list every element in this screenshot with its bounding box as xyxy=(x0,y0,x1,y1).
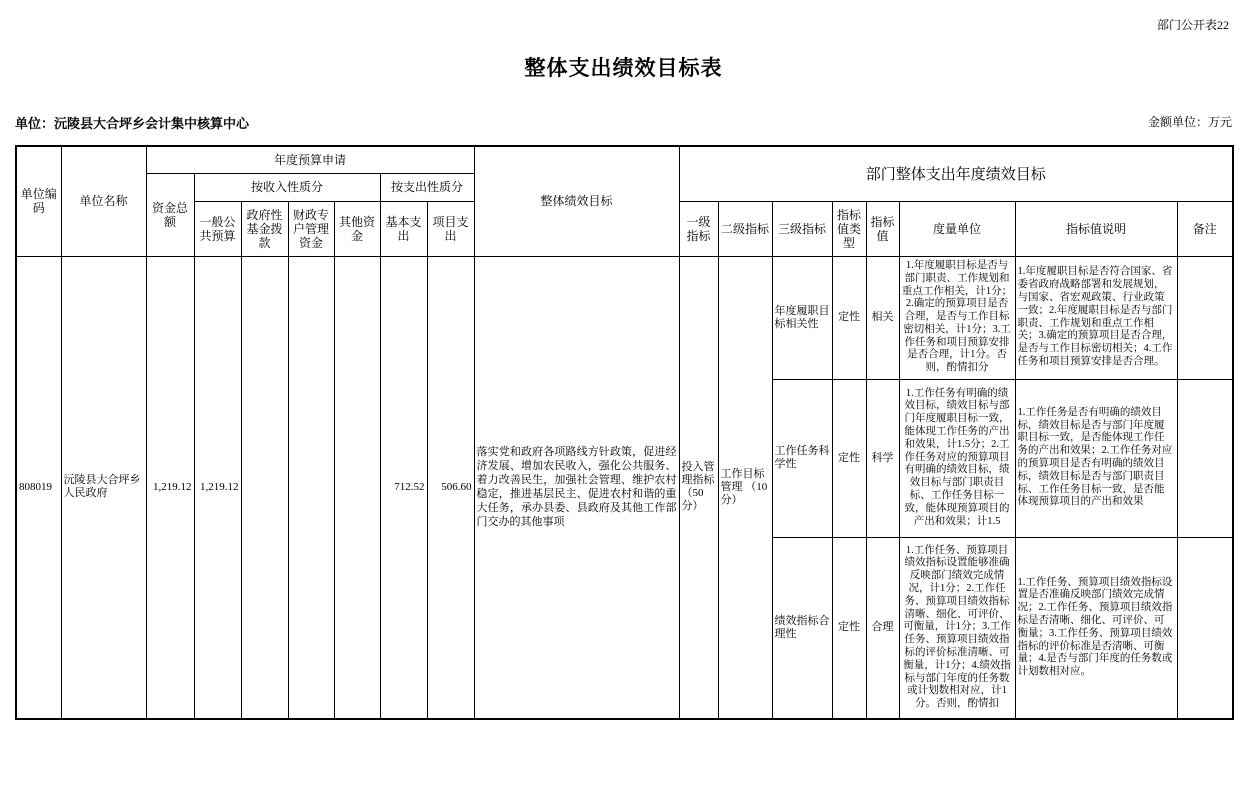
table-row xyxy=(16,256,1233,379)
cell-gov-fund xyxy=(241,256,288,719)
meta-row xyxy=(15,113,1232,132)
cell-basic-expense: 712.52 xyxy=(380,256,427,719)
cell-indicator-value: 相关 xyxy=(866,256,899,379)
col-header-dept-annual-target: 部门整体支出年度绩效目标 xyxy=(679,146,1233,201)
cell-unit-code: 808019 xyxy=(16,256,61,719)
cell-measure-unit: 1.工作任务有明确的绩效目标，绩效目标与部门年度履职目标一致，能体现工作任务的产出和效果，计1.5分；2.工作任务对应的预算项目有明确的绩效目标，绩效目标与部门职责目标、工作任务目标一致，能体现预算项目的产出和效果；计1.5 xyxy=(899,379,1015,537)
amount-unit-label: 金额单位：万元 xyxy=(1147,115,1232,129)
cell-value-explain: 1.年度履职目标是否符合国家、省委省政府战略部署和发展规划，与国家、省宏观政策、行业政策一致；2.年度履职目标是否与部门职责、工作规划和重点工作相关；3.确定的预算项目是否合理，是否与工作目标密切相关；4.工作任务和项目预算安排是否合理。 xyxy=(1015,256,1177,379)
cell-unit-name: 沅陵县大合坪乡人民政府 xyxy=(61,256,146,719)
col-header-other-funds: 其他资金 xyxy=(334,201,380,256)
unit-label: 单位：沅陵县大合坪乡会计集中核算中心 xyxy=(15,116,250,131)
cell-level2-indicator: 工作目标管理 （10分） xyxy=(718,256,772,719)
cell-fiscal-special xyxy=(288,256,334,719)
cell-level3-indicator: 年度履职目标相关性 xyxy=(772,256,832,379)
col-header-measure-unit: 度量单位 xyxy=(899,201,1015,256)
cell-project-expense: 506.60 xyxy=(427,256,474,719)
header-row-1 xyxy=(16,146,1233,173)
cell-remark xyxy=(1177,379,1233,537)
page-title: 整体支出绩效目标表 xyxy=(524,56,723,80)
cell-level3-indicator: 绩效指标合理性 xyxy=(772,537,832,719)
cell-value-explain: 1.工作任务是否有明确的绩效目标，绩效目标是否与部门年度履职目标一致，是否能体现工作任务的产出和效果；2.工作任务对应的预算项目是否有明确的绩效目标，绩效目标是否与部门职责目标、工作任务目标一致，是否能体现预算项目的产出和效果 xyxy=(1015,379,1177,537)
cell-indicator-value: 合理 xyxy=(866,537,899,719)
cell-other-funds xyxy=(334,256,380,719)
col-header-level1: 一级指标 xyxy=(679,201,718,256)
col-header-unit-name: 单位名称 xyxy=(61,146,146,256)
doc-number-label: 部门公开表22 xyxy=(1156,18,1229,32)
col-header-basic-expense: 基本支出 xyxy=(380,201,427,256)
cell-value-type: 定性 xyxy=(832,537,866,719)
cell-remark xyxy=(1177,537,1233,719)
col-header-value-type: 指标值类型 xyxy=(832,201,866,256)
cell-level1-indicator: 投入管理指标（50分） xyxy=(679,256,718,719)
col-header-remark: 备注 xyxy=(1177,201,1233,256)
col-header-project-expense: 项目支出 xyxy=(427,201,474,256)
cell-value-type: 定性 xyxy=(832,256,866,379)
cell-indicator-value: 科学 xyxy=(866,379,899,537)
performance-target-table xyxy=(15,145,1234,720)
col-header-total-funds: 资金总额 xyxy=(146,173,194,256)
cell-value-explain: 1.工作任务、预算项目绩效指标设置是否准确反映部门绩效完成情况；2.工作任务、预算项目绩效指标是否清晰、细化、可评价、可衡量；3.工作任务、预算项目绩效指标的评价标准是否清晰、可衡量；4.是否与部门年度的任务数或计划数相对应。 xyxy=(1015,537,1177,719)
cell-measure-unit: 1.年度履职目标是否与部门职责、工作规划和重点工作相关，计1分；2.确定的预算项目是否合理，是否与工作目标密切相关，计1分；3.工作任务和项目预算安排是否合理，计1分。否则，酌情扣分 xyxy=(899,256,1015,379)
cell-total-funds: 1,219.12 xyxy=(146,256,194,719)
cell-measure-unit: 1.工作任务、预算项目绩效指标设置能够准确反映部门绩效完成情况，计1分；2.工作任务、预算项目绩效指标清晰、细化、可评价、可衡量，计1分；3.工作任务、预算项目绩效指标的评价标准清晰、可衡量，计1分；4.绩效指标与部门年度的任务数或计划数相对应，计1分。否则，酌情扣 xyxy=(899,537,1015,719)
col-header-value-explain: 指标值说明 xyxy=(1015,201,1177,256)
col-header-fiscal-special: 财政专户管理资金 xyxy=(288,201,334,256)
col-header-value: 指标值 xyxy=(866,201,899,256)
col-header-level2: 二级指标 xyxy=(718,201,772,256)
col-header-overall-target: 整体绩效目标 xyxy=(474,146,679,256)
cell-value-type: 定性 xyxy=(832,379,866,537)
col-header-by-income: 按收入性质分 xyxy=(194,173,380,201)
col-header-annual-budget-request: 年度预算申请 xyxy=(146,146,474,173)
col-header-gov-fund: 政府性基金拨款 xyxy=(241,201,288,256)
col-header-level3: 三级指标 xyxy=(772,201,832,256)
col-header-by-expense: 按支出性质分 xyxy=(380,173,474,201)
cell-general-public-budget: 1,219.12 xyxy=(194,256,241,719)
cell-remark xyxy=(1177,256,1233,379)
cell-level3-indicator: 工作任务科学性 xyxy=(772,379,832,537)
cell-overall-target: 落实党和政府各项路线方针政策，促进经济发展、增加农民收入，强化公共服务、着力改善民生，加强社会管理、维护农村稳定，推进基层民主、促进农村和谐的重大任务，承办县委、县政府及其他工作部门交办的其他事项 xyxy=(474,256,679,719)
col-header-unit-code: 单位编码 xyxy=(16,146,61,256)
col-header-general-public-budget: 一般公共预算 xyxy=(194,201,241,256)
